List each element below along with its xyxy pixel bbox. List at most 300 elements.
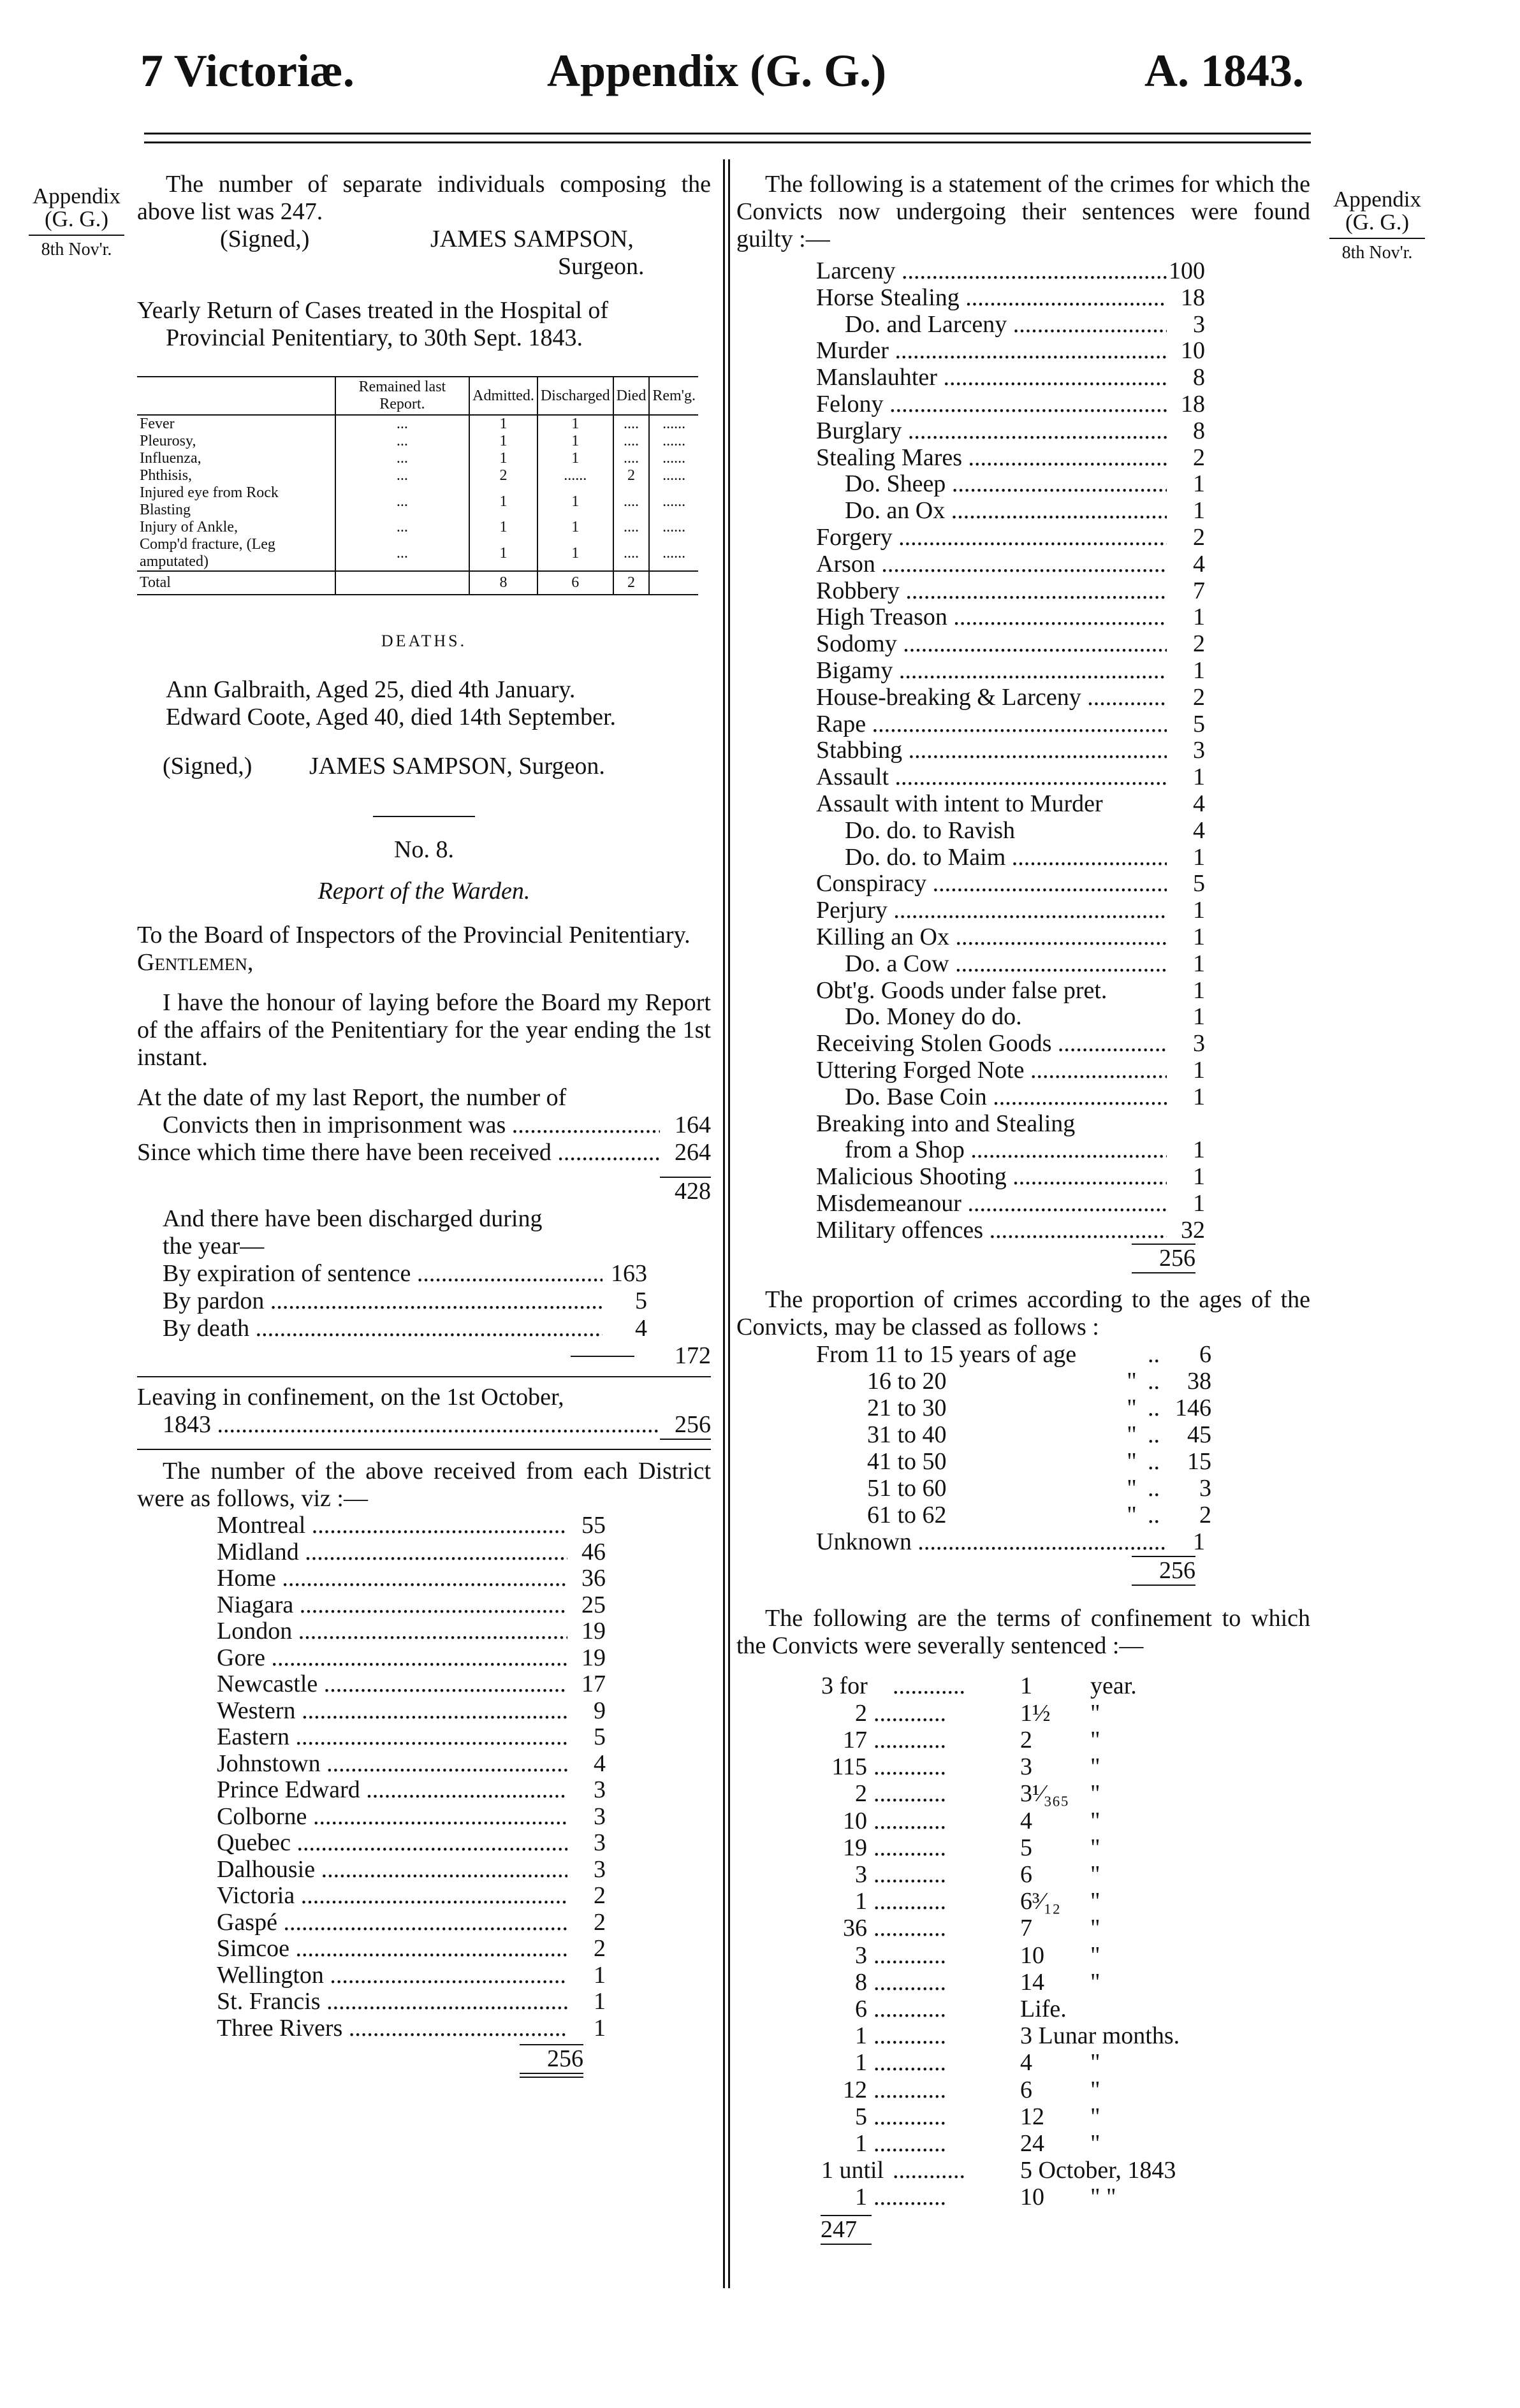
table-header-cell: Died: [613, 377, 650, 415]
crime-row-value: 2: [1193, 444, 1205, 471]
district-row: [217, 1857, 606, 1883]
margin-right-code: (G. G.): [1345, 210, 1410, 235]
term-row: [736, 1672, 1310, 1699]
crime-row-value: 1: [1193, 923, 1205, 950]
table-cell: Influenza,: [140, 450, 201, 467]
term-unit: ": [1090, 1699, 1100, 1727]
district-intro: The number of the above received from each District were as follows, viz :—: [137, 1458, 711, 1512]
term-length: 24: [1020, 2129, 1044, 2157]
term-length: 6³⁄₁₂: [1020, 1888, 1061, 1915]
convicts-then-label: Convicts then in imprisonment was .....: [163, 1112, 660, 1139]
district-row-value: 3: [594, 1776, 606, 1803]
term-row: [736, 1915, 1310, 1941]
term-dots: ............: [873, 1995, 946, 2022]
age-count: 38: [1187, 1368, 1211, 1395]
term-dots: ............: [873, 1941, 946, 1969]
table-cell: ...: [335, 450, 470, 467]
term-length: 14: [1020, 1968, 1044, 1996]
crime-row-value: 4: [1193, 790, 1205, 817]
crime-row: [816, 391, 1205, 418]
table-header-cell: Remained last Report.: [335, 377, 470, 415]
crime-row-label: Murder .....: [816, 338, 1167, 365]
crime-row: [816, 525, 1205, 551]
district-row: [217, 1910, 606, 1936]
term-row: [736, 2049, 1310, 2076]
table-row: [137, 415, 698, 433]
table-row: [137, 467, 698, 484]
table-row: [137, 450, 698, 467]
crime-row-label: House-breaking & Larceny .....: [816, 685, 1167, 711]
table-cell: 1: [469, 536, 537, 571]
term-count: 1: [855, 2049, 867, 2077]
crime-row-label: Malicious Shooting .....: [816, 1164, 1167, 1191]
district-row-label: Gaspé .....: [217, 1910, 567, 1936]
term-dots: ............: [873, 2022, 946, 2050]
table-total-cell: Total: [137, 571, 335, 595]
crime-row: [816, 737, 1205, 764]
district-row: [217, 1645, 606, 1672]
crime-row: [816, 1004, 1205, 1031]
crime-row-label: Do. Money do do.: [845, 1003, 1022, 1031]
district-row: [217, 1698, 606, 1725]
table-cell: 1: [469, 415, 537, 433]
age-count: 15: [1187, 1448, 1211, 1476]
crime-row-label: Burglary .....: [816, 418, 1167, 445]
district-row: [217, 1539, 606, 1566]
term-unit: ": [1090, 1915, 1100, 1942]
district-row-label: Midland .....: [217, 1539, 567, 1566]
hospital-return-title: Yearly Return of Cases treated in the Hospital of Provincial Penitentiary, to 30th Sept. 1843.: [137, 297, 609, 351]
term-length: 1: [1020, 1672, 1032, 1700]
crime-row-label: Manslauhter .....: [816, 365, 1167, 391]
crime-row-label: Assault .....: [816, 764, 1167, 791]
term-count: 6: [855, 1995, 867, 2022]
table-total-cell: 2: [613, 571, 650, 595]
age-row: [816, 1421, 1310, 1448]
term-count: 115: [831, 1753, 867, 1781]
crimes-list: [736, 258, 1310, 1244]
table-cell: ......: [537, 467, 613, 484]
crime-row-label: Uttering Forged Note .....: [816, 1057, 1167, 1084]
district-row-value: 55: [581, 1512, 606, 1539]
crime-row-label: Arson .....: [816, 551, 1167, 578]
crime-row-label: Conspiracy .....: [816, 871, 1167, 897]
table-cell: ....: [613, 415, 650, 433]
term-unit: ": [1090, 1968, 1100, 1996]
margin-note-right: [1320, 188, 1435, 265]
crime-row-label: Assault with intent to Murder: [816, 790, 1103, 817]
term-unit: ": [1090, 1753, 1100, 1781]
crime-row-label: Obt'g. Goods under false pret.: [816, 976, 1107, 1004]
age-dots: ..: [1148, 1448, 1160, 1476]
term-dots: ............: [873, 2129, 946, 2157]
district-row-label: London .....: [217, 1618, 567, 1645]
death-entry-2: Edward Coote, Aged 40, died 14th September.: [166, 704, 617, 730]
crime-row: [816, 471, 1205, 498]
ages-total: 256: [1159, 1557, 1195, 1585]
pardon-line: [137, 1287, 711, 1315]
term-dots: ............: [873, 1834, 946, 1861]
opening-paragraph: I have the honour of laying before the Board my Report of the affairs of the Penitentiary for the year ending the 1st instant.: [137, 989, 711, 1071]
crime-row-value: 1: [1193, 1003, 1205, 1031]
table-cell: Pleurosy,: [140, 433, 196, 449]
crime-row-label: Do. do. to Maim .....: [845, 845, 1167, 871]
crime-row: [816, 312, 1205, 338]
age-row: [816, 1448, 1310, 1475]
district-row-value: 36: [581, 1565, 606, 1592]
term-dots: ............: [873, 2184, 946, 2211]
crime-row: [816, 498, 1205, 525]
term-dots: ............: [873, 2049, 946, 2077]
crime-row: [816, 791, 1205, 818]
district-row-value: 4: [594, 1750, 606, 1777]
district-row: [217, 2015, 606, 2042]
term-dots: ............: [873, 1915, 946, 1942]
crime-row-label: Killing an Ox .....: [816, 924, 1167, 951]
term-count: 17: [843, 1726, 867, 1753]
term-length: 3: [1020, 1753, 1032, 1781]
crime-row-value: 18: [1181, 284, 1205, 311]
leaving-value: 256: [660, 1411, 711, 1440]
header-rule-bottom: [144, 141, 1311, 143]
crime-row: [816, 365, 1205, 391]
term-unit: ": [1090, 2103, 1100, 2130]
age-range: 61 to 62: [867, 1502, 947, 1529]
crime-row: [816, 285, 1205, 312]
unknown-label: Unknown .....: [816, 1528, 1167, 1556]
term-count: 19: [843, 1834, 867, 1861]
district-row-label: Colborne .....: [217, 1804, 567, 1831]
crime-row-value: 1: [1193, 1083, 1205, 1110]
convicts-then-value: 164: [675, 1112, 711, 1138]
district-row: [217, 1989, 606, 2015]
expiration-line: [137, 1260, 711, 1287]
term-row: [736, 1780, 1310, 1807]
convicts-then-line: [137, 1112, 711, 1139]
table-cell: 1: [469, 433, 537, 450]
age-row: [816, 1502, 1310, 1528]
district-row: [217, 1804, 606, 1831]
table-cell: ...: [335, 519, 470, 536]
crime-row-label: Horse Stealing .....: [816, 285, 1167, 312]
table-cell: 1: [537, 433, 613, 450]
table-total-row: [137, 571, 698, 595]
term-unit: ": [1090, 1780, 1100, 1808]
age-row: [816, 1395, 1310, 1421]
signed-label-2: (Signed,): [163, 753, 252, 780]
term-length: 5: [1020, 1834, 1032, 1861]
term-row: [736, 2077, 1310, 2103]
crime-row-value: 10: [1181, 337, 1205, 365]
term-unit: " ": [1090, 2184, 1116, 2211]
district-row: [217, 1512, 606, 1539]
at-date-line: At the date of my last Report, the number of: [137, 1084, 567, 1111]
crime-row: [816, 418, 1205, 445]
age-dots: ..: [1148, 1368, 1160, 1395]
district-row-value: 25: [581, 1591, 606, 1618]
term-dots: ............: [893, 1672, 965, 1700]
crime-row: [816, 978, 1205, 1005]
term-length: 6: [1020, 1860, 1032, 1888]
term-dots: ............: [873, 1753, 946, 1781]
crime-row-value: 1: [1193, 1189, 1205, 1217]
table-header-cell: [137, 377, 335, 415]
district-row: [217, 1565, 606, 1592]
crime-row-value: 1: [1193, 1163, 1205, 1191]
age-row: [816, 1368, 1310, 1395]
term-unit: ": [1090, 1941, 1100, 1969]
signed-label: (Signed,): [220, 226, 310, 252]
crime-row-label: Stabbing .....: [816, 737, 1167, 764]
header-rule-top: [144, 133, 1311, 134]
received-line: [137, 1139, 711, 1166]
crime-row: [816, 764, 1205, 791]
crime-row: [816, 551, 1205, 578]
district-row-value: 2: [594, 1935, 606, 1962]
column-divider: [723, 159, 725, 2288]
term-unit: ": [1090, 1888, 1100, 1915]
crime-row: [816, 658, 1205, 685]
term-dots: ............: [873, 1968, 946, 1996]
district-row: [217, 1830, 606, 1857]
table-row: [137, 484, 698, 519]
term-unit: ": [1090, 2049, 1100, 2077]
table-total-cell: 6: [537, 571, 613, 595]
intro-paragraph: The number of separate individuals composing the above list was 247.: [137, 171, 711, 225]
table-cell: ......: [649, 433, 698, 450]
term-row: [736, 2103, 1310, 2130]
term-length: Life.: [1020, 1995, 1067, 2022]
pardon-value: 5: [635, 1287, 647, 1314]
crime-row: [816, 871, 1205, 897]
crime-row: [816, 951, 1205, 978]
header-year: A. 1843.: [1144, 45, 1304, 96]
crime-row-value: 3: [1193, 310, 1205, 338]
term-row: [736, 1942, 1310, 1969]
term-unit: year.: [1090, 1672, 1137, 1700]
district-row: [217, 1724, 606, 1751]
crime-row-value: 4: [1193, 816, 1205, 844]
term-unit: ": [1090, 2129, 1100, 2157]
term-unit: ": [1090, 1834, 1100, 1861]
district-row-label: Simcoe .....: [217, 1936, 567, 1962]
crime-row: [816, 711, 1205, 738]
table-cell: ......: [649, 450, 698, 467]
district-row: [217, 1777, 606, 1804]
term-dots: ............: [873, 1699, 946, 1727]
discharged-total: 172: [675, 1342, 711, 1369]
term-count: 1: [855, 2184, 867, 2211]
term-count: 36: [843, 1915, 867, 1942]
salutation: Gentlemen,: [137, 949, 254, 976]
district-row-value: 9: [594, 1697, 606, 1724]
age-ditto: ": [1127, 1368, 1137, 1395]
table-total-cell: 8: [469, 571, 537, 595]
age-ditto: ": [1127, 1502, 1137, 1529]
age-count: 146: [1175, 1395, 1211, 1422]
crime-row-label: Do. Base Coin .....: [845, 1084, 1167, 1111]
leaving-year-line: [137, 1411, 711, 1440]
crime-row-label: Do. do. to Ravish: [845, 816, 1016, 844]
district-list: [137, 1512, 711, 2042]
district-row-label: St. Francis .....: [217, 1989, 567, 2015]
unknown-line: [736, 1528, 1310, 1556]
term-row: [736, 1888, 1310, 1915]
term-row: [736, 1727, 1310, 1753]
table-cell: 2: [613, 467, 650, 484]
report-title: Report of the Warden.: [318, 878, 530, 904]
table-row: [137, 433, 698, 450]
district-row-value: 3: [594, 1829, 606, 1856]
table-cell: 1: [469, 484, 537, 519]
crime-row-label: Breaking into and Stealing: [816, 1110, 1076, 1137]
crime-row: [816, 1137, 1205, 1164]
term-row: [736, 2184, 1310, 2210]
table-total-cell: [649, 571, 698, 595]
term-count: 2: [855, 1780, 867, 1808]
age-ditto: ": [1127, 1448, 1137, 1476]
term-length: 10: [1020, 2184, 1044, 2211]
table-cell: 1: [537, 536, 613, 571]
ages-list: [736, 1341, 1310, 1528]
term-count: 2: [855, 1699, 867, 1727]
crime-row-value: 2: [1193, 683, 1205, 711]
age-range: 21 to 30: [867, 1395, 947, 1422]
term-dots: ............: [873, 1726, 946, 1753]
district-row: [217, 1883, 606, 1910]
crime-row: [816, 578, 1205, 605]
term-row: [736, 1996, 1310, 2022]
discharged-intro: And there have been discharged during the year—: [163, 1205, 543, 1259]
signed-name-2: JAMES SAMPSON, Surgeon.: [309, 753, 605, 780]
term-dots: ............: [893, 2157, 965, 2184]
age-count: 3: [1199, 1475, 1211, 1502]
document-number: No. 8.: [394, 836, 454, 863]
table-cell: ...: [335, 433, 470, 450]
age-range: 16 to 20: [867, 1368, 947, 1395]
term-row: [736, 1753, 1310, 1780]
crime-row: [816, 258, 1205, 285]
crime-row: [816, 845, 1205, 871]
table-row: [137, 519, 698, 536]
table-cell: ...: [335, 415, 470, 433]
district-row-label: Montreal .....: [217, 1512, 567, 1539]
district-row-label: Eastern .....: [217, 1724, 567, 1751]
term-count: 10: [843, 1807, 867, 1834]
table-cell: ....: [613, 536, 650, 571]
leaving-line: Leaving in confinement, on the 1st October,: [137, 1384, 564, 1411]
term-unit: ": [1090, 1726, 1100, 1753]
term-count: 1: [855, 1888, 867, 1915]
term-length: 5 October, 1843: [1020, 2157, 1176, 2184]
crime-row-label: Do. a Cow .....: [845, 951, 1167, 978]
term-dots: ............: [873, 2076, 946, 2103]
crime-row-value: 2: [1193, 523, 1205, 551]
crime-row-label: Felony .....: [816, 391, 1167, 418]
district-row-label: Quebec .....: [217, 1830, 567, 1857]
death-line: [137, 1315, 711, 1342]
signed-title: Surgeon.: [558, 253, 645, 280]
age-ditto: ": [1127, 1475, 1137, 1502]
crime-row-value: 5: [1193, 710, 1205, 737]
table-cell: Injury of Ankle,: [140, 519, 238, 535]
table-total-cell: [335, 571, 470, 595]
table-cell: 1: [469, 450, 537, 467]
table-cell: ......: [649, 467, 698, 484]
margin-left-appendix: Appendix: [32, 184, 121, 208]
district-row-value: 3: [594, 1802, 606, 1830]
term-dots: ............: [873, 1860, 946, 1888]
crime-row: [816, 631, 1205, 658]
term-count: 3 for: [821, 1672, 868, 1700]
age-dots: ..: [1148, 1421, 1160, 1449]
term-dots: ............: [873, 2103, 946, 2130]
table-cell: ......: [649, 484, 698, 519]
term-unit: ": [1090, 2076, 1100, 2103]
table-cell: ....: [613, 450, 650, 467]
district-row-label: Wellington .....: [217, 1962, 567, 1989]
death-value: 4: [635, 1315, 647, 1342]
margin-right-date: 8th Nov'r.: [1341, 243, 1413, 263]
term-row: [736, 2130, 1310, 2157]
crime-row: [816, 1084, 1205, 1111]
age-dots: ..: [1148, 1502, 1160, 1529]
crime-row: [816, 897, 1205, 924]
district-total: 256: [547, 2045, 583, 2072]
crime-row-label: Perjury .....: [816, 897, 1167, 924]
district-row-value: 2: [594, 1908, 606, 1936]
age-range: From 11 to 15 years of age: [816, 1341, 1077, 1368]
age-ditto: [1116, 1341, 1148, 1368]
table-cell: ......: [649, 415, 698, 433]
crime-row-value: 1: [1193, 1056, 1205, 1084]
district-row-value: 3: [594, 1855, 606, 1883]
expiration-value: 163: [611, 1260, 647, 1287]
received-label: Since which time there have been received .....: [137, 1139, 660, 1166]
table-cell: 1: [537, 519, 613, 536]
margin-left-date: 8th Nov'r.: [41, 240, 112, 259]
crime-row-label: Do. and Larceny .....: [845, 312, 1167, 338]
table-header-cell: Admitted.: [469, 377, 537, 415]
table-cell: 1: [537, 484, 613, 519]
age-count: 6: [1199, 1341, 1211, 1368]
crime-row-value: 18: [1181, 390, 1205, 417]
term-dots: ............: [873, 1888, 946, 1915]
age-dots: ..: [1148, 1475, 1160, 1502]
district-row-label: Niagara .....: [217, 1592, 567, 1619]
table-cell: ...: [335, 467, 470, 484]
crime-row-value: [1167, 1111, 1205, 1138]
term-count: 1: [855, 2129, 867, 2157]
deaths-heading: DEATHS.: [381, 632, 467, 650]
table-header-cell: Rem'g.: [649, 377, 698, 415]
term-row: [736, 2157, 1310, 2184]
pardon-label: By pardon .....: [163, 1287, 603, 1315]
term-count: 5: [855, 2103, 867, 2130]
crime-row-label: Stealing Mares .....: [816, 445, 1167, 472]
table-cell: ....: [613, 433, 650, 450]
crime-row-value: 1: [1193, 604, 1205, 631]
table-cell: ...: [335, 484, 470, 519]
addressee: To the Board of Inspectors of the Provincial Penitentiary.: [137, 922, 691, 948]
term-count: 12: [843, 2076, 867, 2103]
age-row: [816, 1341, 1310, 1368]
margin-note-left: [19, 185, 134, 261]
leaving-year: 1843 .....: [163, 1411, 660, 1440]
term-row: [736, 1969, 1310, 1996]
district-row-value: 17: [581, 1671, 606, 1697]
crime-row-value: 1: [1193, 497, 1205, 525]
